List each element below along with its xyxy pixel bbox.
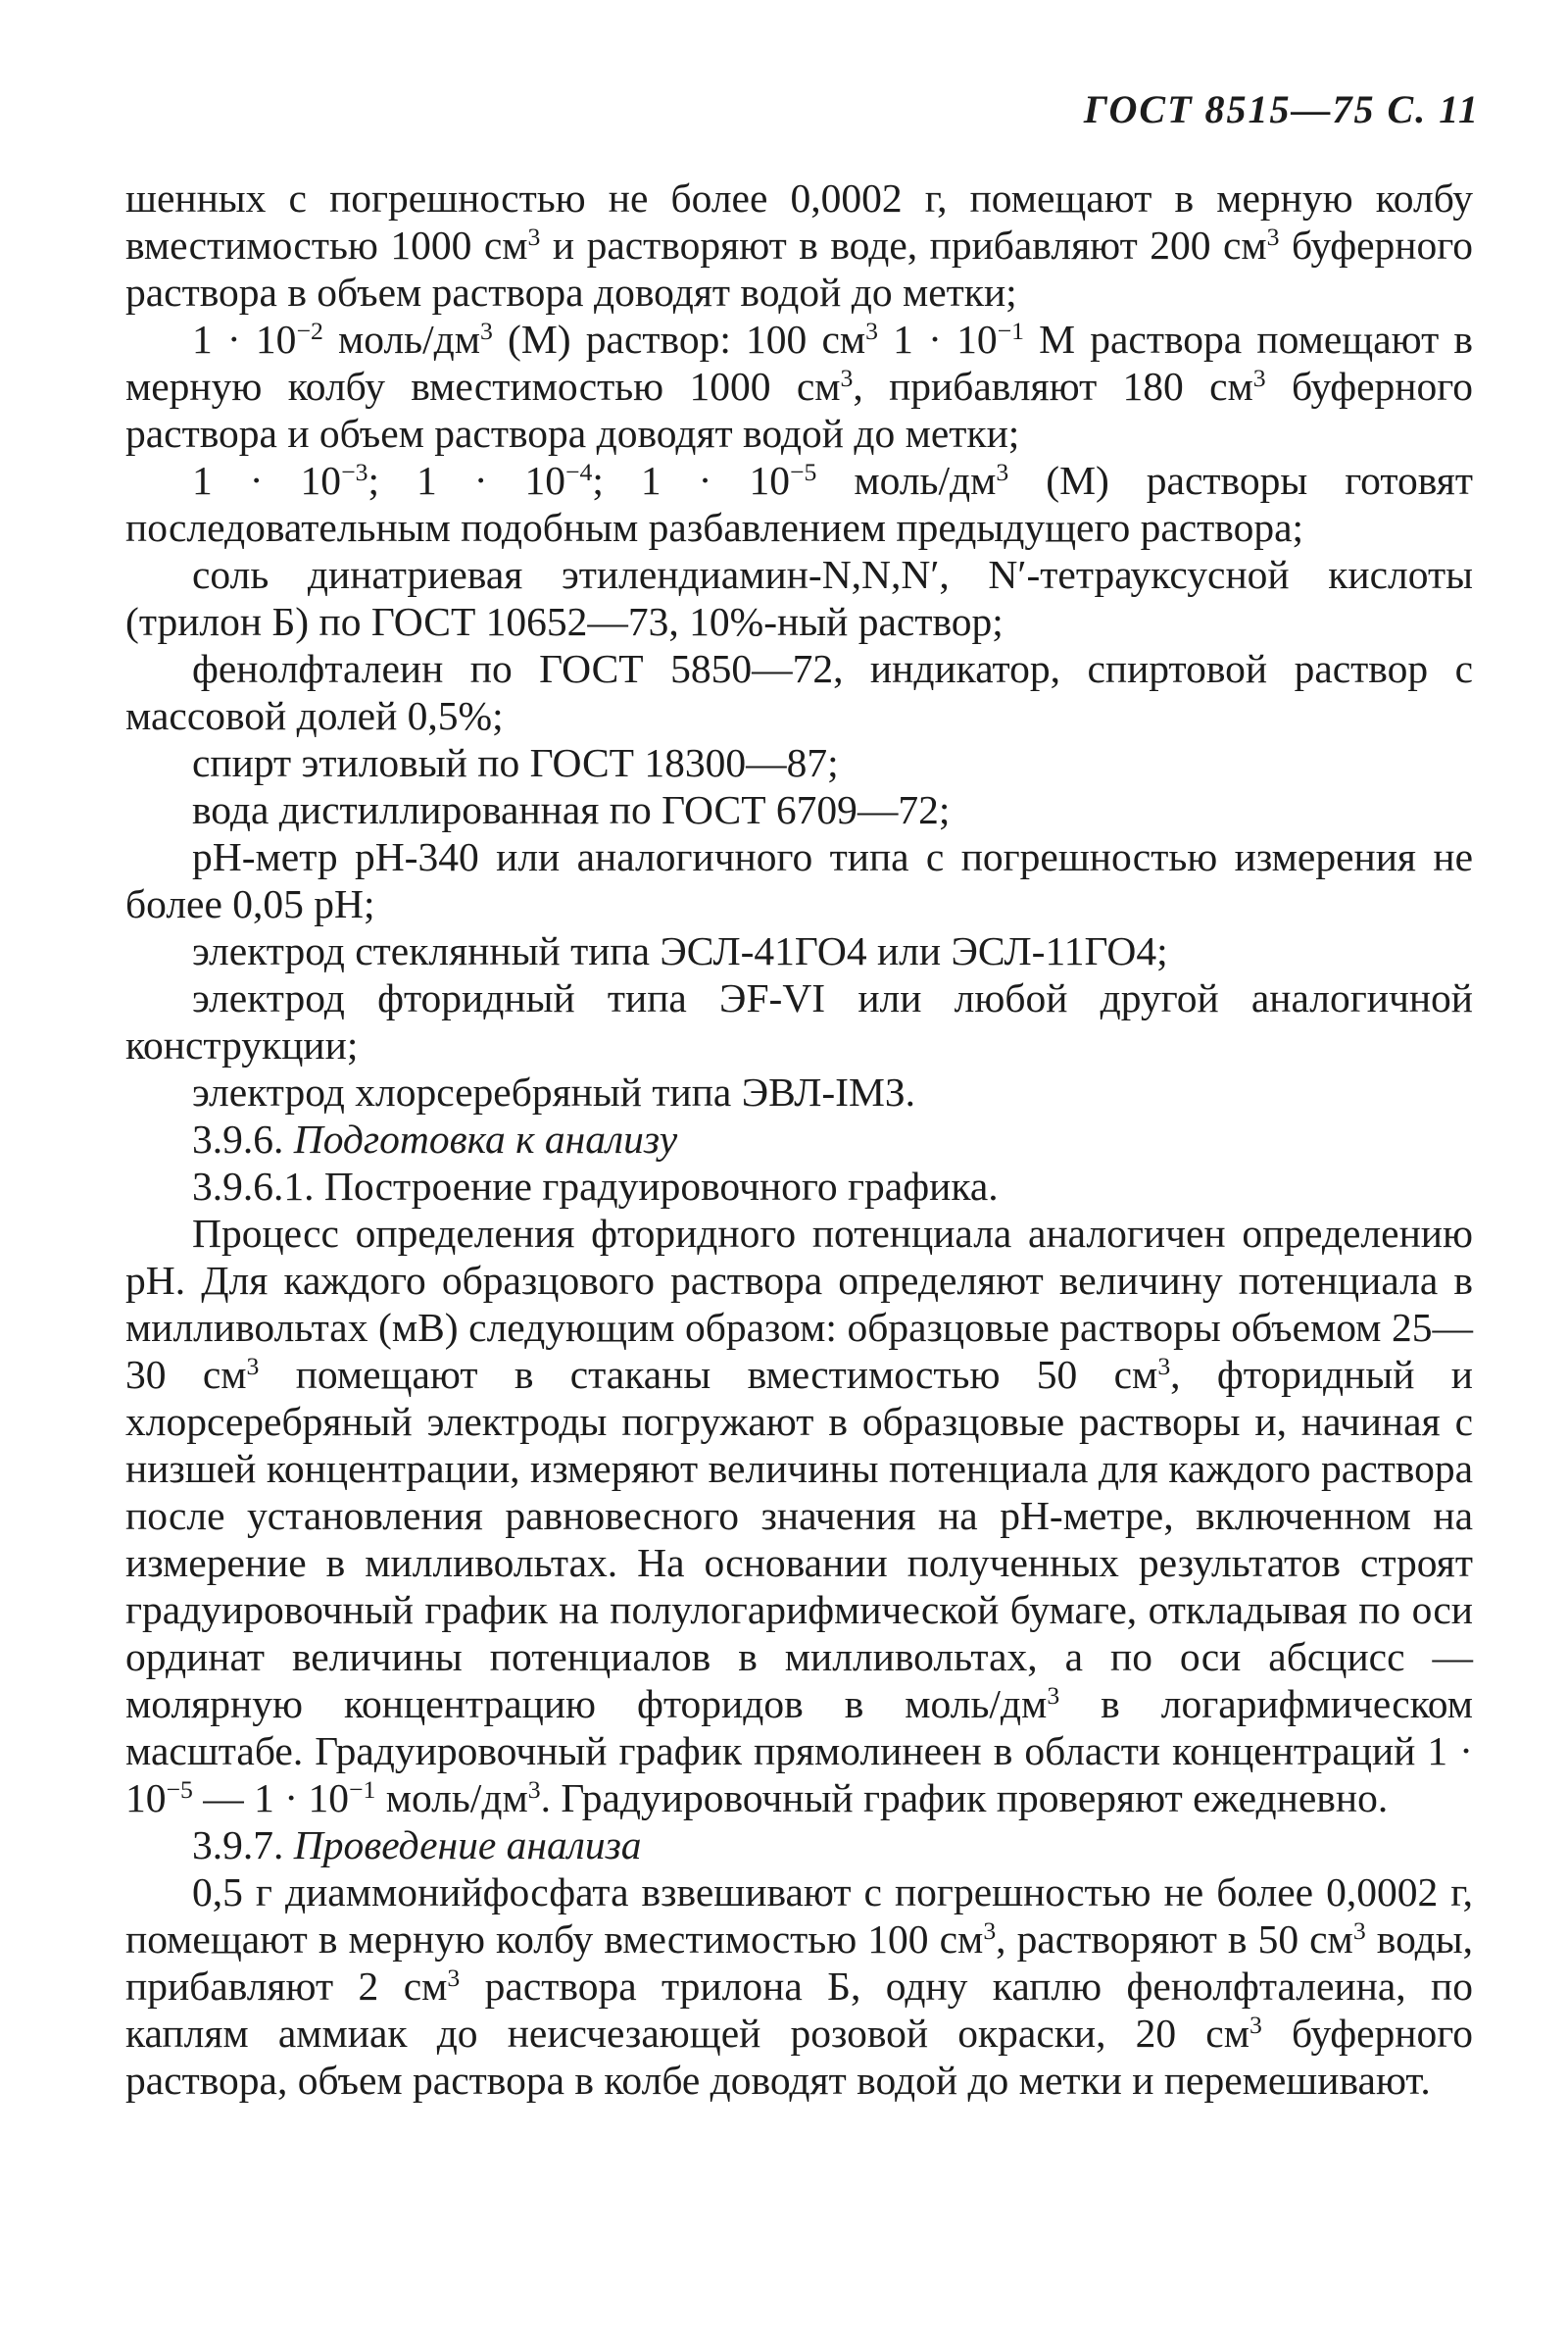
- running-header: ГОСТ 8515—75 С. 11: [1083, 87, 1480, 131]
- superscript: 3: [527, 1774, 541, 1804]
- superscript: 3: [1047, 1680, 1060, 1710]
- superscript: 3: [983, 1915, 997, 1945]
- section-heading: [125, 1821, 1473, 1868]
- text-run: 3.9.7.: [192, 1822, 294, 1867]
- text-run: электрод фторидный типа ЭF-VI или любой другой аналогичной конструкции;: [125, 975, 1473, 1068]
- text-run: моль/дм: [322, 317, 481, 362]
- text-run: 1 · 10: [192, 317, 297, 362]
- text-run: 1 · 10: [878, 317, 998, 362]
- text-run: раствора трилона Б, одну каплю фенолфталеина, по каплям аммиак до неисчезающей розовой окраски, 20 см: [125, 1964, 1474, 2056]
- superscript: 3: [996, 457, 1009, 486]
- text-run: 3.9.6.1. Построение градуировочного графика.: [192, 1164, 999, 1209]
- section-title: Проведение анализа: [293, 1822, 642, 1867]
- superscript: 3: [447, 1963, 461, 1992]
- paragraph: [125, 786, 1473, 833]
- text-run: электрод стеклянный типа ЭСЛ-41ГО4 или ЭСЛ-11ГО4;: [192, 928, 1168, 973]
- paragraph: [125, 1868, 1473, 2104]
- text-run: — 1 · 10: [192, 1775, 349, 1820]
- superscript: −2: [296, 316, 323, 345]
- paragraph: [125, 974, 1473, 1069]
- text-run: , фторидный и хлорсеребряный электроды погружают в образцовые растворы и, начиная с низшей концентрации, измеряют величины потенциала для каждого раствора после установления равновесного значения на pH-метре, включенном на измерение в милливольтах. На основании полученных результатов строят градуировочный график на полулогарифмической бумаге, откладывая по оси ординат величины потенциалов в милливольтах, а по оси абсцисс — молярную концентрацию фторидов в моль/дм: [125, 1352, 1473, 1726]
- superscript: −4: [565, 457, 593, 486]
- superscript: −1: [348, 1774, 376, 1804]
- superscript: 3: [1252, 363, 1266, 392]
- text-run: спирт этиловый по ГОСТ 18300—87;: [192, 740, 839, 785]
- superscript: 3: [527, 222, 541, 251]
- text-run: ; 1 · 10: [592, 458, 790, 503]
- superscript: −3: [341, 457, 368, 486]
- paragraph: [125, 1163, 1473, 1210]
- text-run: 3.9.6.: [192, 1117, 294, 1162]
- text-run: , прибавляют 180 см: [853, 364, 1253, 409]
- text-run: моль/дм: [375, 1775, 528, 1820]
- superscript: 3: [840, 363, 854, 392]
- text-run: буферного раствора и объем раствора доводят водой до метки;: [125, 364, 1473, 456]
- superscript: −1: [997, 316, 1024, 345]
- superscript: 3: [246, 1351, 260, 1380]
- text-run: соль динатриевая этилендиамин-N,N,N′, N′-тетрауксусной кислоты (трилон Б) по ГОСТ 10652—73, 10%-ный раствор;: [125, 552, 1473, 644]
- text-run: в логарифмическом масштабе. Градуировочный график прямолинеен в области концентраций 1 · 10: [125, 1681, 1474, 1820]
- text-run: pH-метр pH-340 или аналогичного типа с погрешностью измерения не более 0,05 pH;: [125, 834, 1473, 926]
- superscript: 3: [865, 316, 878, 345]
- section-title: Подготовка к анализу: [293, 1117, 678, 1162]
- superscript: −5: [790, 457, 817, 486]
- section-heading: [125, 1116, 1473, 1163]
- text-run: . Градуировочный график проверяют ежедневно.: [540, 1775, 1389, 1820]
- text-run: (М) растворы готовят последовательным подобным разбавлением предыдущего раствора;: [125, 458, 1473, 550]
- paragraph: [125, 551, 1473, 645]
- paragraph: [125, 316, 1473, 457]
- body-text: [125, 174, 1473, 2104]
- superscript: 3: [1266, 222, 1280, 251]
- text-run: буферного раствора в объем раствора доводят водой до метки;: [125, 223, 1474, 315]
- text-run: 1 · 10: [192, 458, 342, 503]
- paragraph: [125, 1069, 1473, 1116]
- text-run: фенолфталеин по ГОСТ 5850—72, индикатор, спиртовой раствор с массовой долей 0,5%;: [125, 646, 1473, 738]
- paragraph: [125, 927, 1473, 974]
- text-run: вода дистиллированная по ГОСТ 6709—72;: [192, 787, 951, 832]
- text-run: Процесс определения фторидного потенциала аналогичен определению pH. Для каждого образцового раствора определяют величину потенциала в милливольтах (мВ) следующим образом: образцовые растворы объемом 25—30 см: [125, 1211, 1473, 1397]
- text-run: М раствора помещают в мерную колбу вместимостью 1000 см: [125, 317, 1473, 409]
- paragraph: [125, 457, 1473, 551]
- paragraph: [125, 739, 1473, 786]
- superscript: −5: [166, 1774, 193, 1804]
- text-run: моль/дм: [816, 458, 997, 503]
- superscript: 3: [1157, 1351, 1171, 1380]
- text-run: и растворяют в воде, прибавляют 200 см: [540, 223, 1267, 268]
- text-run: электрод хлорсеребряный типа ЭВЛ-IМЗ.: [192, 1069, 916, 1115]
- superscript: 3: [480, 316, 493, 345]
- paragraph: [125, 645, 1473, 739]
- text-run: помещают в стаканы вместимостью 50 см: [259, 1352, 1158, 1397]
- paragraph: [125, 174, 1473, 316]
- text-run: (М) раствор: 100 см: [492, 317, 866, 362]
- paragraph: [125, 1210, 1473, 1821]
- text-run: буферного раствора, объем раствора в колбе доводят водой до метки и перемешивают.: [125, 2011, 1473, 2103]
- text-run: шенных с погрешностью не более 0,0002 г, помещают в мерную колбу вместимостью 1000 см: [125, 175, 1473, 268]
- text-run: ; 1 · 10: [368, 458, 566, 503]
- text-run: 0,5 г диаммонийфосфата взвешивают с погрешностью не более 0,0002 г, помещают в мерную колбу вместимостью 100 см: [125, 1869, 1473, 1962]
- superscript: 3: [1352, 1915, 1366, 1945]
- text-run: , растворяют в 50 см: [996, 1916, 1353, 1962]
- paragraph: [125, 833, 1473, 927]
- superscript: 3: [1249, 2010, 1262, 2039]
- text-run: воды, прибавляют 2 см: [125, 1916, 1473, 2009]
